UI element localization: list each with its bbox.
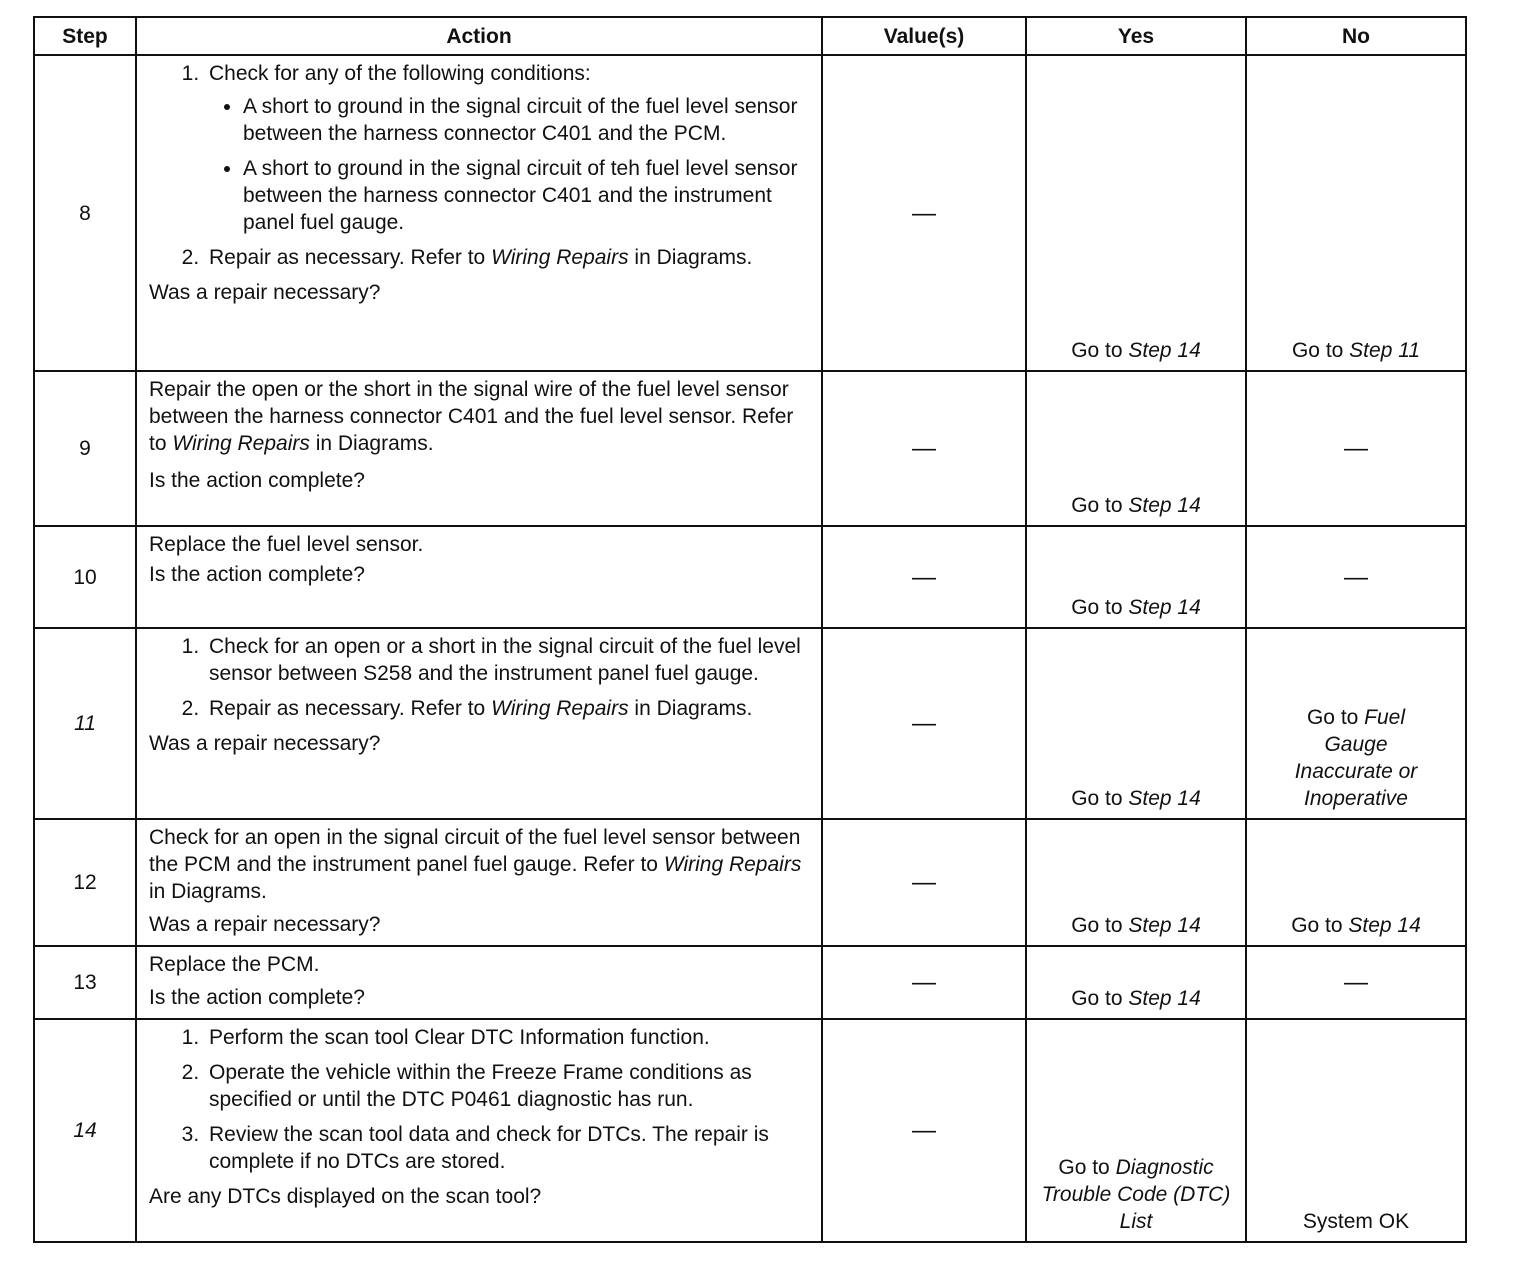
- step-number: 10: [34, 526, 136, 628]
- action-paragraph: [149, 376, 811, 457]
- yes-reference: Step 14: [1128, 914, 1201, 937]
- action-cell: [136, 946, 822, 1019]
- action-question: Was a repair necessary?: [149, 913, 381, 936]
- step-number: [34, 1019, 136, 1242]
- header-step: Step: [34, 17, 136, 55]
- reference-text: Wiring Repairs: [491, 246, 629, 269]
- action-text: Check for an open in the signal circuit of the fuel level sensor between the PCM and the instrument panel fuel gauge. Refer to: [149, 826, 801, 876]
- step-text: 14: [73, 1119, 97, 1142]
- condition-list: [209, 93, 811, 236]
- yes-text: Go to: [1071, 787, 1129, 810]
- no-cell: [1246, 55, 1466, 371]
- action-text: in Diagrams.: [628, 246, 753, 269]
- no-cell: —: [1246, 371, 1466, 526]
- no-text: Go to: [1306, 706, 1365, 729]
- list-item: 1. Perform the scan tool Clear DTC Information function.: [205, 1024, 811, 1051]
- no-reference: Fuel Gauge Inaccurate or Inoperative: [1294, 706, 1418, 810]
- action-text: Repair the open or the short in the signal wire of the fuel level sensor between the harness connector C401 and the fuel level sensor. Refer to: [149, 378, 794, 455]
- list-item: [205, 695, 811, 722]
- no-cell: —: [1246, 946, 1466, 1019]
- list-item: [205, 244, 811, 271]
- yes-reference: Step 14: [1128, 494, 1201, 517]
- value-cell: —: [822, 526, 1026, 628]
- header-row: [34, 17, 1466, 55]
- diagnostic-table: [33, 16, 1467, 1243]
- table-row: [34, 819, 1466, 946]
- value-cell: —: [822, 371, 1026, 526]
- step-number: 12: [34, 819, 136, 946]
- table-row: [34, 526, 1466, 628]
- yes-cell: [1026, 946, 1246, 1019]
- header-no: No: [1246, 17, 1466, 55]
- value-cell: —: [822, 946, 1026, 1019]
- yes-reference: Step 14: [1128, 787, 1201, 810]
- table-row: [34, 946, 1466, 1019]
- header-yes: Yes: [1026, 17, 1246, 55]
- yes-text: Go to: [1058, 1156, 1116, 1179]
- value-cell: —: [822, 1019, 1026, 1242]
- yes-reference: Step 14: [1128, 596, 1201, 619]
- list-item: • A short to ground in the signal circuit of the fuel level sensor between the harness connector C401 and the PCM.: [243, 93, 811, 147]
- yes-reference: Step 14: [1128, 987, 1201, 1010]
- action-question: Is the action complete?: [149, 986, 365, 1009]
- no-cell: System OK: [1246, 1019, 1466, 1242]
- value-cell: —: [822, 55, 1026, 371]
- no-text: Go to: [1291, 914, 1349, 937]
- yes-cell: [1026, 55, 1246, 371]
- action-paragraph: [149, 824, 811, 905]
- step-number: [34, 628, 136, 819]
- action-text: Check for any of the following conditions:: [209, 62, 591, 85]
- table-row: [34, 628, 1466, 819]
- table-row: [34, 1019, 1466, 1242]
- action-cell: [136, 526, 822, 628]
- header-values: Value(s): [822, 17, 1026, 55]
- yes-reference: Diagnostic Trouble Code (DTC) List: [1041, 1156, 1231, 1233]
- action-list: [149, 60, 811, 271]
- reference-text: Wiring Repairs: [663, 853, 802, 876]
- no-cell: —: [1246, 526, 1466, 628]
- action-question: Are any DTCs displayed on the scan tool?: [149, 1185, 542, 1208]
- yes-cell: [1026, 526, 1246, 628]
- table-row: [34, 371, 1466, 526]
- reference-text: Wiring Repairs: [491, 697, 629, 720]
- table-row: [34, 55, 1466, 371]
- yes-text: Go to: [1071, 596, 1129, 619]
- yes-reference: Step 14: [1128, 339, 1201, 362]
- value-cell: —: [822, 628, 1026, 819]
- action-text: Repair as necessary. Refer to: [209, 697, 492, 720]
- action-question: Was a repair necessary?: [149, 732, 381, 755]
- action-cell: [136, 819, 822, 946]
- action-text: in Diagrams.: [149, 880, 267, 903]
- action-text: in Diagrams.: [628, 697, 753, 720]
- no-reference: Step 14: [1348, 914, 1421, 937]
- list-item: • A short to ground in the signal circuit of teh fuel level sensor between the harness connector C401 and the instrument panel fuel gauge.: [243, 155, 811, 236]
- action-cell: [136, 55, 822, 371]
- action-text: in Diagrams.: [309, 432, 434, 455]
- no-cell: [1246, 628, 1466, 819]
- action-cell: [136, 1019, 822, 1242]
- yes-text: Go to: [1071, 494, 1129, 517]
- value-cell: —: [822, 819, 1026, 946]
- action-question: Is the action complete?: [149, 469, 365, 492]
- step-number: 13: [34, 946, 136, 1019]
- list-item: 1. Check for an open or a short in the signal circuit of the fuel level sensor between S258 and the instrument panel fuel gauge.: [205, 633, 811, 687]
- yes-cell: [1026, 371, 1246, 526]
- yes-text: Go to: [1071, 987, 1129, 1010]
- yes-text: Go to: [1071, 914, 1129, 937]
- action-question: Was a repair necessary?: [149, 281, 381, 304]
- action-list: [149, 633, 811, 722]
- list-item: 2. Operate the vehicle within the Freeze Frame conditions as specified or until the DTC P0461 diagnostic has run.: [205, 1059, 811, 1113]
- action-cell: [136, 628, 822, 819]
- no-cell: [1246, 819, 1466, 946]
- step-text: 11: [74, 712, 96, 735]
- yes-cell: [1026, 628, 1246, 819]
- action-question: Is the action complete?: [149, 563, 365, 586]
- step-number: 8: [34, 55, 136, 371]
- no-text: Go to: [1291, 339, 1350, 362]
- no-reference: Step 11: [1349, 339, 1421, 362]
- action-list: [149, 1024, 811, 1175]
- step-number: 9: [34, 371, 136, 526]
- yes-cell: [1026, 1019, 1246, 1242]
- action-text: Repair as necessary. Refer to: [209, 246, 492, 269]
- list-item: 3. Review the scan tool data and check for DTCs. The repair is complete if no DTCs are stored.: [205, 1121, 811, 1175]
- action-cell: [136, 371, 822, 526]
- reference-text: Wiring Repairs: [172, 432, 310, 455]
- yes-cell: [1026, 819, 1246, 946]
- header-action: Action: [136, 17, 822, 55]
- action-paragraph: Replace the PCM.: [149, 953, 320, 976]
- action-paragraph: Replace the fuel level sensor.: [149, 533, 424, 556]
- yes-text: Go to: [1071, 339, 1129, 362]
- list-item: [205, 60, 811, 236]
